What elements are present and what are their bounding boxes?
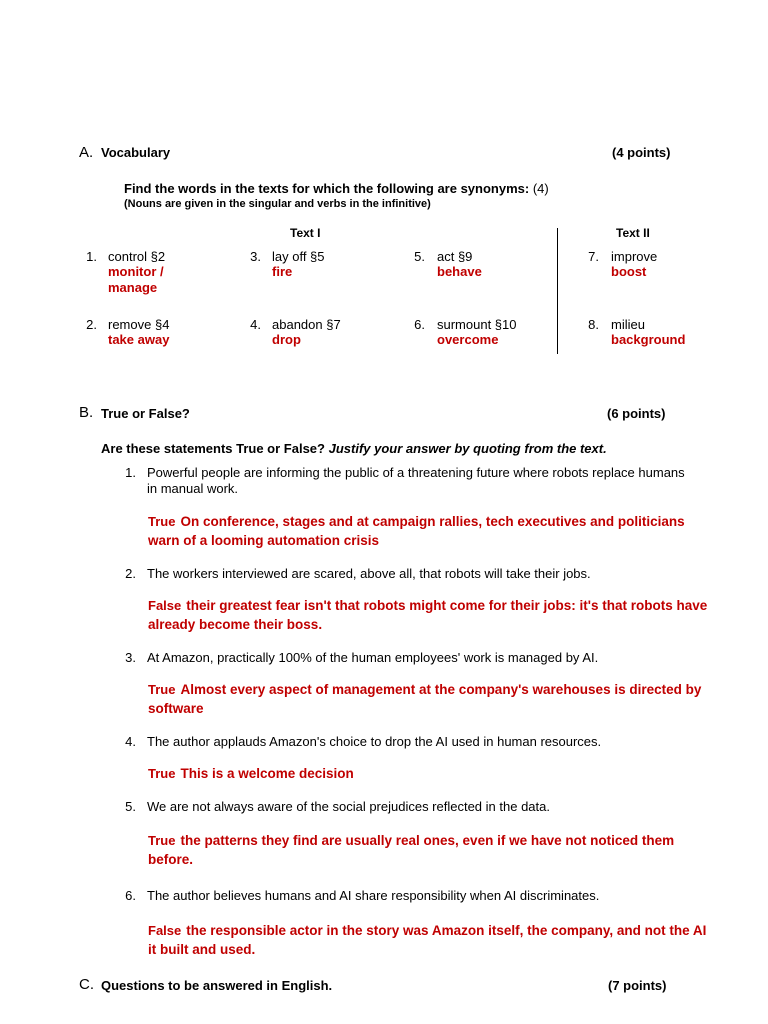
section-a-points: (4 points) [612, 145, 671, 160]
tf-num: 4. [125, 734, 136, 749]
tf-num: 3. [125, 650, 136, 665]
section-a-letter: A. [79, 144, 94, 161]
vocab-num: 5. [414, 249, 425, 264]
tf-quote: their greatest fear isn't that robots might come for their jobs: it's that robots have already become their boss. [148, 598, 708, 632]
text1-label: Text I [290, 226, 321, 240]
vocab-num: 7. [588, 249, 599, 264]
tf-num: 2. [125, 566, 136, 581]
vocab-num: 3. [250, 249, 261, 264]
vocab-answer: drop [272, 332, 301, 347]
tf-answer [148, 831, 708, 869]
tf-statement: The workers interviewed are scared, above all, that robots will take their jobs. [147, 566, 591, 581]
tf-statement: We are not always aware of the social prejudices reflected in the data. [147, 799, 550, 814]
tf-num: 5. [125, 799, 136, 814]
section-b-title: True or False? [101, 406, 190, 421]
vocab-answer: overcome [437, 332, 499, 347]
tf-answer [148, 764, 708, 783]
section-c-points: (7 points) [608, 978, 667, 993]
vocab-word: improve [611, 249, 658, 264]
section-c-title: Questions to be answered in English. [101, 978, 333, 993]
vocab-answer: boost [611, 264, 647, 279]
vocab-num: 1. [86, 249, 97, 264]
instruction-count: (4) [532, 181, 549, 196]
tf-quote: the patterns they find are usually real ones, even if we have not noticed them before. [148, 833, 675, 867]
tf-quote: On conference, stages and at campaign rallies, tech executives and politicians warn of a looming automation crisis [148, 514, 685, 548]
tf-quote: the responsible actor in the story was Amazon itself, the company, and not the AI it built and used. [148, 923, 707, 957]
section-a-title: Vocabulary [101, 145, 171, 160]
vocab-num: 6. [414, 317, 425, 332]
instruction-plain: Are these statements True or False? [101, 441, 325, 456]
vocab-word: act §9 [437, 249, 473, 264]
vocab-word: lay off §5 [272, 249, 325, 264]
column-divider [557, 228, 558, 354]
vocab-answer: monitor / manage [108, 264, 164, 295]
vocab-word: control §2 [108, 249, 166, 264]
tf-answer [148, 596, 708, 634]
tf-statement: At Amazon, practically 100% of the human employees' work is managed by AI. [147, 650, 599, 665]
vocab-num: 4. [250, 317, 261, 332]
vocab-answer: behave [437, 264, 482, 279]
vocab-answer: take away [108, 332, 170, 347]
section-b-letter: B. [79, 404, 94, 421]
tf-statement: The author applauds Amazon's choice to drop the AI used in human resources. [147, 734, 602, 749]
tf-quote: Almost every aspect of management at the company's warehouses is directed by software [148, 682, 702, 716]
section-b-instruction [101, 441, 607, 456]
tf-verdict: True [148, 766, 176, 781]
section-c-letter: C. [79, 976, 94, 993]
tf-verdict: True [148, 514, 176, 529]
tf-answer [148, 680, 713, 718]
tf-verdict: False [148, 923, 182, 938]
section-a-note: (Nouns are given in the singular and verbs in the infinitive) [124, 198, 431, 210]
vocab-answer: background [611, 332, 686, 347]
vocab-num: 8. [588, 317, 599, 332]
tf-num: 6. [125, 888, 136, 903]
tf-statement: The author believes humans and AI share responsibility when AI discriminates. [147, 888, 600, 903]
text2-label: Text II [616, 226, 650, 240]
vocab-word: abandon §7 [272, 317, 341, 332]
section-b-points: (6 points) [607, 406, 666, 421]
vocab-num: 2. [86, 317, 97, 332]
tf-answer [148, 512, 708, 550]
vocab-answer: fire [272, 264, 293, 279]
tf-answer [148, 921, 708, 959]
tf-num: 1. [125, 465, 136, 480]
tf-verdict: False [148, 598, 182, 613]
instruction-italic: Justify your answer by quoting from the text. [328, 441, 607, 456]
section-a-instruction [124, 181, 549, 196]
vocab-word: milieu [611, 317, 645, 332]
instruction-text: Find the words in the texts for which the following are synonyms: [124, 181, 530, 196]
tf-verdict: True [148, 833, 176, 848]
vocab-word: remove §4 [108, 317, 170, 332]
tf-quote: This is a welcome decision [180, 766, 354, 781]
tf-statement: Powerful people are informing the public of a threatening future where robots replace humans in manual work. [147, 465, 685, 496]
tf-verdict: True [148, 682, 176, 697]
vocab-word: surmount §10 [437, 317, 517, 332]
